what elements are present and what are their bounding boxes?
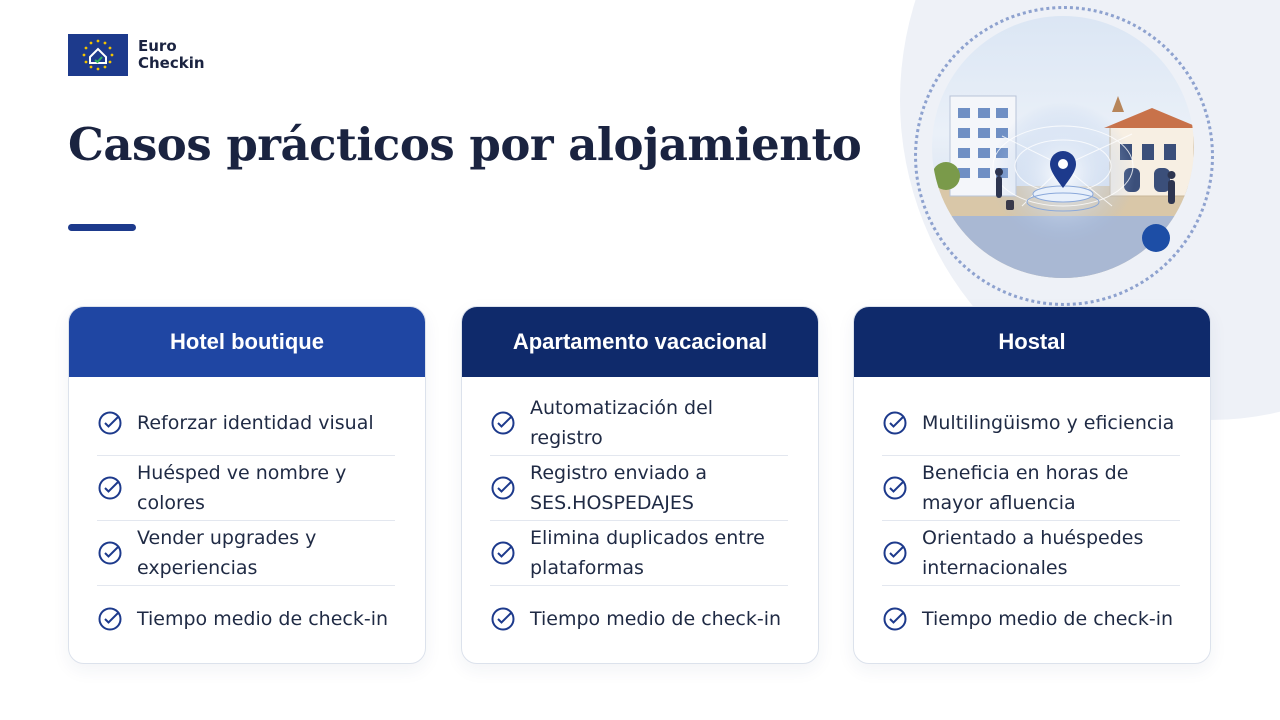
list-item [490,586,788,651]
page-title: Casos prácticos por alojamiento [68,118,862,171]
card-hotel-boutique [68,306,426,664]
list-item [97,456,395,521]
list-item [882,391,1180,456]
brand-line1: Euro [138,37,177,55]
title-underline [68,224,136,231]
item-text: Elimina duplicados entre plataformas [530,527,765,579]
item-text: Automatización del registro [530,397,714,449]
card-list [854,377,1210,651]
card-header: Apartamento vacacional [462,307,818,377]
item-text: Vender upgrades y experiencias [137,527,317,579]
list-item [490,456,788,521]
card-list [462,377,818,651]
list-item [97,521,395,586]
check-circle-icon [490,475,516,501]
card-list [69,377,425,651]
card-hostal [853,306,1211,664]
item-text: Tiempo medio de check-in [137,607,389,630]
item-text: Tiempo medio de check-in [922,607,1174,630]
list-item [490,391,788,456]
check-circle-icon [97,475,123,501]
list-item [882,586,1180,651]
card-header: Hostal [854,307,1210,377]
item-text: Reforzar identidad visual [137,412,374,434]
eu-stars-house-icon [68,34,128,76]
brand-line2: Checkin [138,54,205,72]
check-circle-icon [882,540,908,566]
check-circle-icon [882,606,908,632]
item-text: Huésped ve nombre y colores [137,462,347,514]
list-item [97,586,395,651]
check-circle-icon [882,475,908,501]
item-text: Beneficia en horas de mayor afluencia [922,462,1129,514]
item-text: Tiempo medio de check-in [530,607,782,630]
brand-name [138,38,205,72]
check-circle-icon [490,606,516,632]
check-circle-icon [97,606,123,632]
check-circle-icon [882,410,908,436]
check-circle-icon [97,410,123,436]
list-item [97,391,395,456]
item-text: Registro enviado a SES.HOSPEDAJES [530,462,708,514]
hero-accent-dot [1142,224,1170,252]
list-item [882,456,1180,521]
list-item [490,521,788,586]
card-apartamento-vacacional [461,306,819,664]
list-item [882,521,1180,586]
brand-logo[interactable] [68,34,205,76]
card-header: Hotel boutique [69,307,425,377]
item-text: Multilingüismo y eficiencia [922,412,1175,434]
item-text: Orientado a huéspedes internacionales [922,527,1144,579]
check-circle-icon [97,540,123,566]
check-circle-icon [490,410,516,436]
check-circle-icon [490,540,516,566]
